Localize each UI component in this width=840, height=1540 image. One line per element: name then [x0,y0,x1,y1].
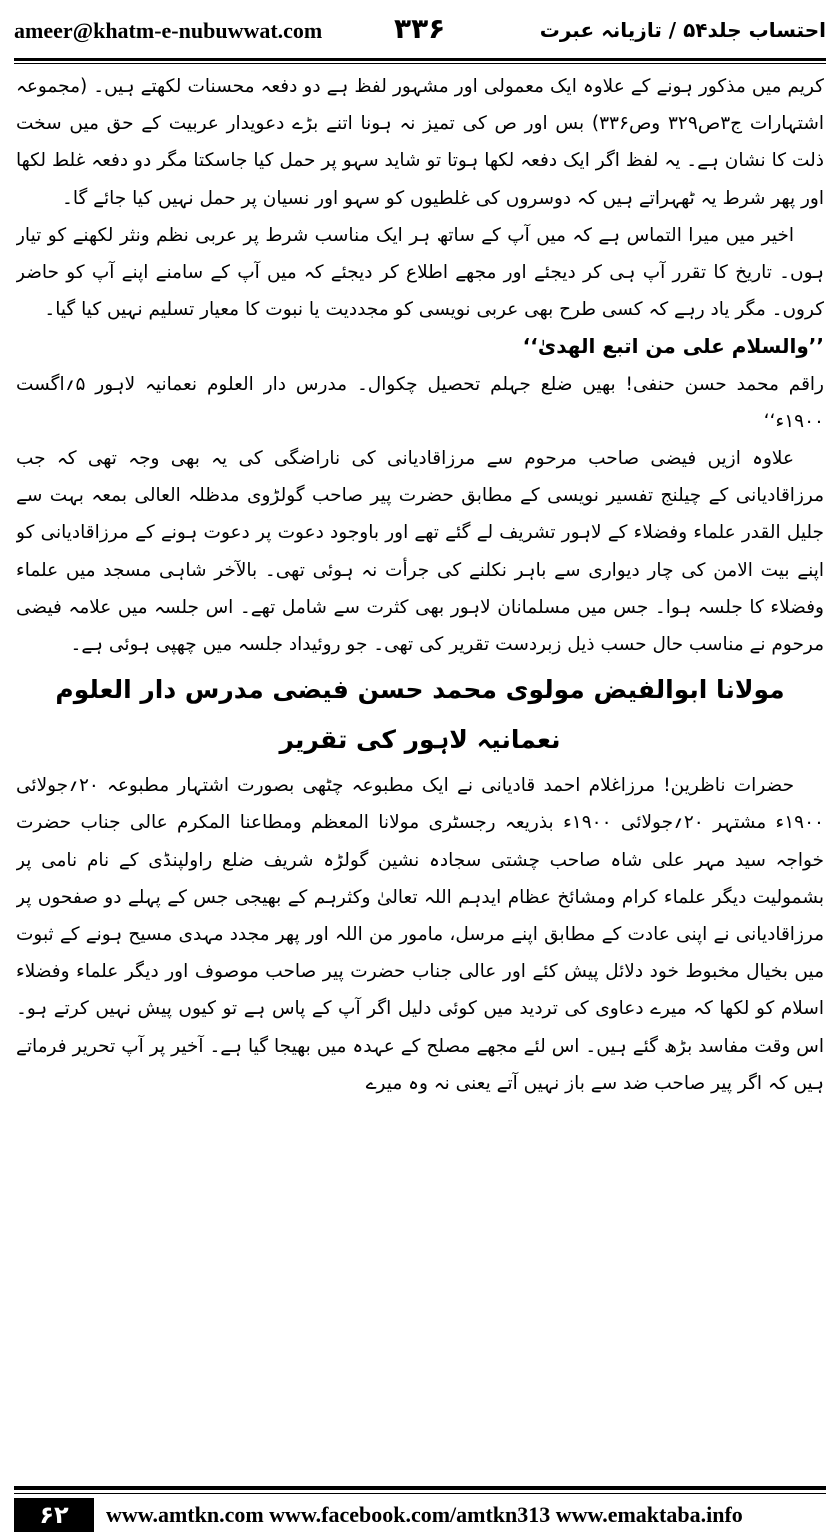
header-book-title: احتساب جلد۵۴ / تازیانہ عبرت [539,18,826,42]
paragraph: علاوہ ازیں فیضی صاحب مرحوم سے مرزاقادیانی کی ناراضگی کی یہ بھی وجہ تھی کہ جب مرزاقادیانی کے چیلنج تفسیر نویسی کے مطابق حضرت پیر صاحب گولڑوی مدظلہ العالی بمعہ بہت سے جلیل القدر علماء وفضلاء کے لاہور تشریف لے گئے تھے اور باوجود دعوت پر دعوت ہونے کے مرزاقادیانی کو اپنے بیت الامن کی چار دیواری سے باہر نکلنے کی جرأت نہ ہوئی تھی۔ بالآخر شاہی مسجد میں علماء وفضلاء کا جلسہ ہوا۔ جس میں مسلمانان لاہور بھی کثرت سے شامل تھے۔ اس جلسہ میں علامہ فیضی مرحوم نے مناسب حال حسب ذیل زبردست تقریر کی تھی۔ جو روئیداد جلسہ میں چھپی ہوئی ہے۔ [16,448,824,656]
paragraph: حضرات ناظرین! مرزاغلام احمد قادیانی نے ایک مطبوعہ چٹھی بصورت اشتہار مطبوعہ ۲۰؍جولائی ۱۹۰۰ء مشتہر ۲۰؍جولائی ۱۹۰۰ء بذریعہ رجسٹری مولانا المعظم ومطاعنا المکرم عالی جناب حضرت خواجہ سید مہر علی شاہ صاحب چشتی سجادہ نشین گولڑہ شریف ضلع راولپنڈی کے نام نامی پر بشمولیت دیگر علماء کرام ومشائخ عظام ایدہم اللہ تعالیٰ وکثرہم کے بھیجی جس کے پہلے دو صفحوں پر مرزاقادیانی نے اپنی عادت کے مطابق اپنے مرسل، مامور من اللہ اور پھر مجدد مہدی مسیح ہونے کے ثبوت میں بخیال مخبوط خود دلائل پیش کئے اور عالی جناب حضرت پیر صاحب موصوف اور دیگر علماء وفضلاء اسلام کو لکھا کہ میرے دعاوی کی تردید میں کوئی دلیل اگر آپ کے پاس ہے تو کیوں پیش نہیں کرتے ہو۔ اس وقت مفاسد بڑھ گئے ہیں۔ اس لئے مجھے مصلح کے عہدہ میں بھیجا گیا ہے۔ آخیر پر آپ تحریر فرماتے ہیں کہ اگر پیر صاحب ضد سے باز نہیں آتے یعنی نہ وہ میرے [16,775,824,1094]
footer-page-number: ۶۲ [14,1498,94,1532]
header-rule [14,58,826,61]
arabic-salutation: ’’والسلام علی من اتبع الھدیٰ‘‘ [522,334,824,359]
section-heading: مولانا ابوالفیض مولوی محمد حسن فیضی مدرس دار العلوم نعمانیہ لاہور کی تقریر [55,675,785,755]
header-rule-thin [14,63,826,64]
page-body [16,68,824,1468]
footer-links: www.amtkn.com www.facebook.com/amtkn313 www.emaktaba.info [106,1502,743,1527]
paragraph: کریم میں مذکور ہونے کے علاوہ ایک معمولی اور مشہور لفظ ہے دو دفعہ محسنات لکھتے ہیں۔ (مجموعہ اشتہارات ج۳ص۳۲۹ وص۳۳۶) بس اور ص کی تمیز نہ ہونا اتنے بڑے دعویدار عربیت کے حق میں سخت ذلت کا نشان ہے۔ یہ لفظ اگر ایک دفعہ لکھا ہوتا تو شاید سہو پر حمل کیا جاسکتا مگر دو دفعہ غلط لکھا اور پھر شرط یہ ٹھہراتے ہیں کہ دوسروں کی غلطیوں کو سہو اور نسیان پر حمل نہیں کیا جائے گا۔ [16,76,824,209]
page-header [14,12,826,52]
footer-rule-thin [14,1493,826,1494]
header-email: ameer@khatm-e-nubuwwat.com [14,18,323,43]
footer-rule [14,1486,826,1490]
page-footer [14,1486,826,1532]
signature-line: راقم محمد حسن حنفی! بھیں ضلع جہلم تحصیل چکوال۔ مدرس دار العلوم نعمانیہ لاہور ۵؍اگست ۱۹۰۰ء‘‘ [16,373,824,432]
header-page-number: ۳۳۶ [394,12,446,45]
paragraph: اخیر میں میرا التماس ہے کہ میں آپ کے ساتھ ہر ایک مناسب شرط پر عربی نظم ونثر لکھنے کو تیار ہوں۔ تاریخ کا تقرر آپ ہی کر دیجئے اور مجھے اطلاع کر دیجئے کہ میں آپ کے سامنے اپنے آپ کو حاضر کروں۔ مگر یاد رہے کہ کسی طرح بھی عربی نویسی کو مجددیت یا نبوت کا معیار تسلیم نہیں کیا گیا۔ [16,224,824,321]
